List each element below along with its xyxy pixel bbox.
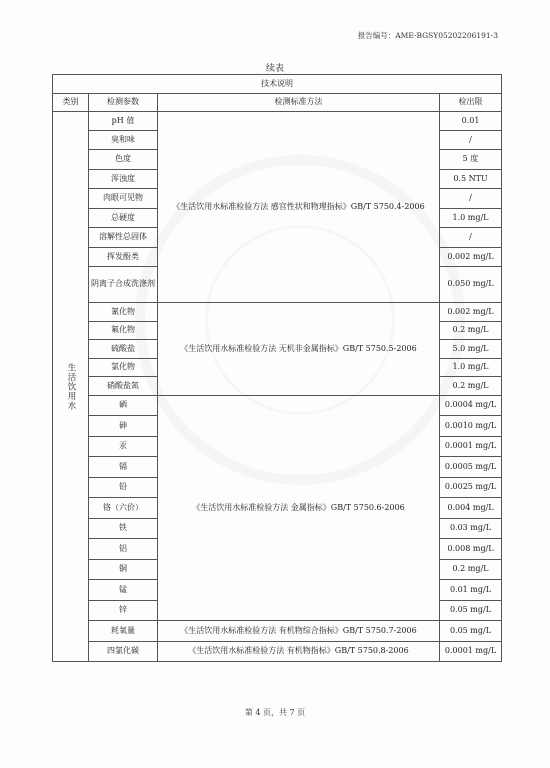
header-category: 类别 <box>53 93 89 112</box>
limit-cell: 0.05 mg/L <box>440 600 502 621</box>
param-cell: 氯化物 <box>89 358 158 377</box>
page-footer: 第 4 页，共 7 页 <box>244 708 306 717</box>
param-cell: 氟化物 <box>89 321 158 340</box>
param-cell: 臭和味 <box>89 130 158 150</box>
param-cell: 锰 <box>89 580 158 601</box>
limit-cell: 0.0025 mg/L <box>440 477 502 498</box>
header-param: 检测参数 <box>89 93 158 112</box>
limit-cell: / <box>440 189 502 209</box>
param-cell: 耗氧量 <box>89 621 158 642</box>
param-cell: pH 值 <box>89 112 158 131</box>
table-title-row <box>53 75 502 94</box>
limit-cell: 1.0 mg/L <box>440 208 502 228</box>
param-cell: 铁 <box>89 518 158 539</box>
param-cell: 铅 <box>89 477 158 498</box>
technical-spec-table <box>52 74 502 662</box>
param-cell: 色度 <box>89 150 158 170</box>
param-cell: 氰化物 <box>89 303 158 322</box>
param-cell: 溶解性总固体 <box>89 228 158 248</box>
limit-cell: 0.008 mg/L <box>440 539 502 560</box>
method-cell-organic: 《生活饮用水标准检验方法 有机物指标》GB/T 5750.8-2006 <box>158 641 440 662</box>
limit-cell: 0.05 mg/L <box>440 621 502 642</box>
method-cell-metal: 《生活饮用水标准检验方法 金属指标》GB/T 5750.6-2006 <box>158 395 440 621</box>
table-row <box>53 303 502 322</box>
limit-cell: 0.2 mg/L <box>440 559 502 580</box>
limit-cell: / <box>440 130 502 150</box>
method-cell-sensory: 《生活饮用水标准检验方法 感官性状和物理指标》GB/T 5750.4-2006 <box>158 112 440 303</box>
limit-cell: 0.002 mg/L <box>440 247 502 267</box>
limit-cell: 0.002 mg/L <box>440 303 502 322</box>
limit-cell: 0.050 mg/L <box>440 267 502 303</box>
table-row <box>53 395 502 416</box>
table-header-row <box>53 93 502 112</box>
param-cell: 挥发酚类 <box>89 247 158 267</box>
table-row <box>53 641 502 662</box>
limit-cell: 0.01 mg/L <box>440 580 502 601</box>
param-cell: 肉眼可见物 <box>89 189 158 209</box>
limit-cell: 0.0004 mg/L <box>440 395 502 416</box>
limit-cell: 0.0010 mg/L <box>440 416 502 437</box>
header-limit: 检出限 <box>440 93 502 112</box>
param-cell: 铝 <box>89 539 158 560</box>
param-cell: 浑浊度 <box>89 169 158 189</box>
limit-cell: 1.0 mg/L <box>440 358 502 377</box>
param-cell: 铬（六价） <box>89 498 158 519</box>
limit-cell: 0.004 mg/L <box>440 498 502 519</box>
limit-cell: 0.03 mg/L <box>440 518 502 539</box>
param-cell: 砷 <box>89 416 158 437</box>
limit-cell: 0.2 mg/L <box>440 377 502 396</box>
category-cell: 生活饮用水 <box>53 112 89 662</box>
report-number: 报告编号：AME-BGSY05202206191-3 <box>357 31 498 40</box>
limit-cell: 0.0005 mg/L <box>440 457 502 478</box>
continued-title: 续表 <box>265 64 284 74</box>
limit-cell: 0.5 NTU <box>440 169 502 189</box>
param-cell: 硫酸盐 <box>89 340 158 359</box>
limit-cell: / <box>440 228 502 248</box>
limit-cell: 0.01 <box>440 112 502 131</box>
param-cell: 总硬度 <box>89 208 158 228</box>
param-cell: 汞 <box>89 436 158 457</box>
param-cell: 铜 <box>89 559 158 580</box>
limit-cell: 5 度 <box>440 150 502 170</box>
param-cell: 锌 <box>89 600 158 621</box>
table-row <box>53 621 502 642</box>
limit-cell: 0.2 mg/L <box>440 321 502 340</box>
param-cell: 四氯化碳 <box>89 641 158 662</box>
method-cell-inorganic: 《生活饮用水标准检验方法 无机非金属指标》GB/T 5750.5-2006 <box>158 303 440 396</box>
param-cell: 阴离子合成洗涤剂 <box>89 267 158 303</box>
limit-cell: 5.0 mg/L <box>440 340 502 359</box>
param-cell: 镉 <box>89 457 158 478</box>
table-title: 技术说明 <box>53 75 502 94</box>
table-row <box>53 112 502 131</box>
param-cell: 硝酸盐氮 <box>89 377 158 396</box>
limit-cell: 0.0001 mg/L <box>440 641 502 662</box>
method-cell-organic-comprehensive: 《生活饮用水标准检验方法 有机物综合指标》GB/T 5750.7-2006 <box>158 621 440 642</box>
limit-cell: 0.0001 mg/L <box>440 436 502 457</box>
header-method: 检测标准方法 <box>158 93 440 112</box>
param-cell: 硒 <box>89 395 158 416</box>
